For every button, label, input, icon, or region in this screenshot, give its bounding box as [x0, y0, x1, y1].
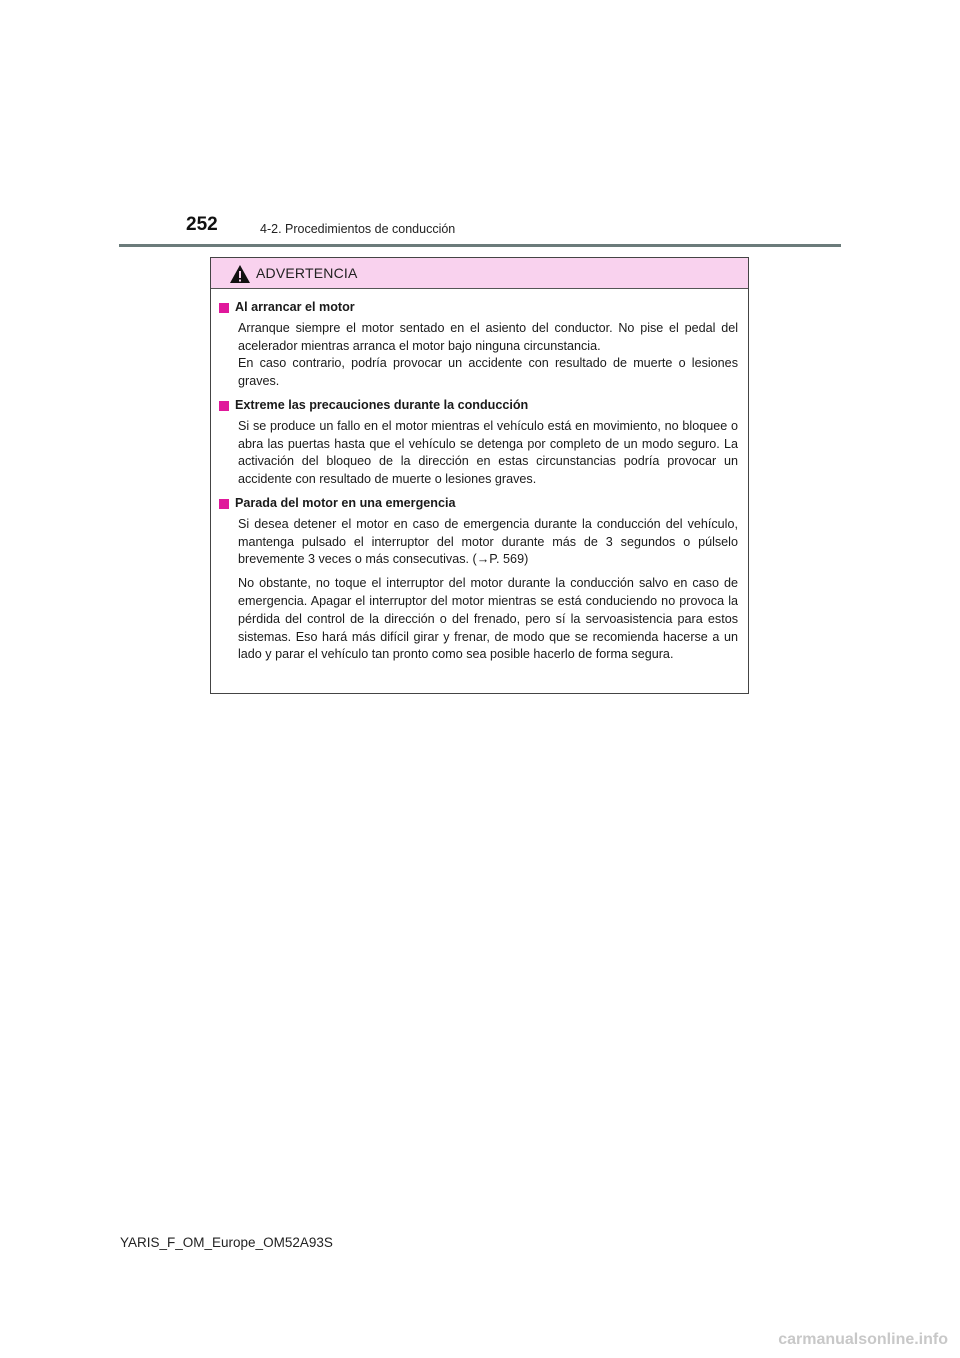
warning-item [219, 397, 738, 489]
item-paragraph: No obstante, no toque el interruptor del motor durante la conducción salvo en caso de emergencia. Apagar el interruptor del motor mientras se está conduciendo no provoca la pérdida del control de la dirección o del frenado, pero sí la servoasistencia para estos sistemas. Eso hará más difícil girar y frenar, de modo que se recomienda hacerse a un lado y parar el vehículo tan pronto como sea posible hacerlo de forma segura. [238, 576, 738, 662]
item-heading: Al arrancar el motor [235, 300, 355, 314]
item-heading: Parada del motor en una emergencia [235, 495, 456, 510]
bullet-square-icon [219, 499, 229, 509]
section-title: 4-2. Procedimientos de conducción [260, 222, 456, 236]
item-paragraph: Arranque siempre el motor sentado en el asiento del conductor. No pise el pedal del acelerador mientras arranca el motor bajo ninguna circunstancia. [238, 320, 738, 353]
warning-item [219, 299, 738, 391]
item-heading: Extreme las precauciones durante la conducción [235, 397, 529, 412]
bullet-square-icon [219, 401, 229, 411]
warning-header [211, 258, 748, 289]
warning-body [211, 289, 748, 664]
header-divider [119, 244, 841, 247]
watermark: carmanualsonline.info [778, 1331, 948, 1348]
warning-item [219, 495, 738, 664]
item-paragraph: En caso contrario, podría provocar un accidente con resultado de muerte o lesiones graves. [238, 356, 738, 389]
warning-title: ADVERTENCIA [256, 265, 358, 281]
warning-triangle-icon [229, 264, 251, 284]
item-paragraph: Si se produce un fallo en el motor mientras el vehículo está en movimiento, no bloquee o abra las puertas hasta que el vehículo se detenga por completo de un modo seguro. La activación del bloqueo de la dirección en estas circunstancias podría provocar un accidente con resultado de muerte o lesiones graves. [238, 418, 738, 487]
warning-box [210, 257, 749, 694]
page-number: 252 [186, 214, 218, 235]
item-paragraph: Si desea detener el motor en caso de emergencia durante la conducción del vehículo, mantenga pulsado el interruptor del motor durante más de 3 segundos o púlselo brevemente 3 veces o más consecutivas. (→P. 569) [238, 516, 738, 567]
bullet-square-icon [219, 303, 229, 313]
document-code: YARIS_F_OM_Europe_OM52A93S [120, 1235, 333, 1250]
